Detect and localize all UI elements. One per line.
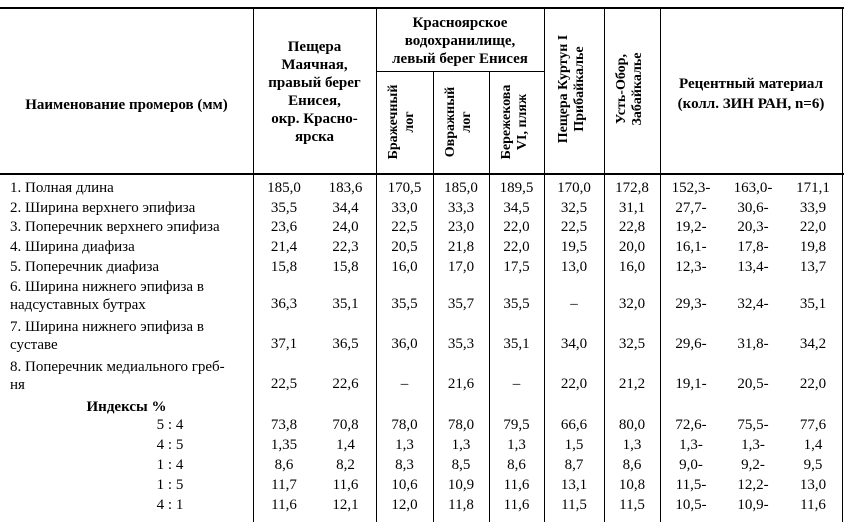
table-cell: 9,5	[803, 457, 823, 473]
table-cell: 12,0	[391, 497, 418, 513]
table-cell: 66,6	[560, 417, 588, 433]
header-mayachnaya: Пещера Маячная, правый берег Енисея, окр. Красно- ярска	[268, 39, 361, 145]
table-cell: 13,4-	[737, 259, 769, 275]
table-cell: 170,5	[387, 180, 422, 196]
row-label: ня	[10, 377, 25, 393]
table-cell: 20,3-	[737, 219, 769, 235]
table-cell: 36,3	[270, 296, 298, 312]
header-ust-obor: Усть-Обор, Забайкалье	[614, 52, 645, 126]
table-cell: 19,1-	[675, 376, 707, 392]
table-cell: 22,5	[560, 219, 588, 235]
table-cell: 32,4-	[737, 296, 769, 312]
table-cell: 183,6	[328, 180, 363, 196]
table-cell: 34,4	[332, 200, 359, 216]
col-rule-8	[842, 7, 843, 522]
table-cell: 10,8	[618, 477, 646, 493]
table-cell: 13,1	[560, 477, 588, 493]
table-cell: 170,0	[557, 180, 591, 196]
table-cell: –	[400, 376, 409, 392]
table-cell: 75,5-	[737, 417, 769, 433]
header-kurtun: Пещера Куртун I Прибайкалье	[556, 34, 587, 144]
header-ovrazhny: Овражный лог	[443, 86, 474, 158]
table-cell: 10,5-	[675, 497, 707, 513]
table-cell: 32,5	[618, 336, 646, 352]
index-label: 4 : 1	[156, 497, 184, 513]
table-cell: 1,3-	[679, 437, 703, 453]
table-cell: 32,0	[618, 296, 646, 312]
index-label: 1 : 5	[156, 477, 184, 493]
table-cell: 19,5	[560, 239, 588, 255]
table-cell: 11,6	[503, 497, 530, 513]
table-cell: 31,1	[618, 200, 646, 216]
table-cell: 22,0	[799, 376, 827, 392]
row-label: 3. Поперечник верхнего эпифиза	[10, 219, 220, 235]
table-cell: 17,5	[503, 259, 530, 275]
table-cell: 13,7	[799, 259, 827, 275]
index-label: 4 : 5	[156, 437, 184, 453]
header-name-col: Наименование промеров (мм)	[25, 97, 228, 113]
table-cell: 1,4	[803, 437, 823, 453]
table-cell: 152,3-	[671, 180, 711, 196]
table-cell: 21,2	[618, 376, 646, 392]
row-label: надсуставных бутрах	[10, 297, 146, 313]
table-cell: 11,6	[332, 477, 359, 493]
table-cell: 185,0	[267, 180, 301, 196]
table-cell: 34,2	[799, 336, 827, 352]
table-cell: 8,6	[507, 457, 526, 473]
table-cell: 35,1	[503, 336, 530, 352]
table-cell: 11,6	[271, 497, 297, 513]
table-cell: 35,1	[332, 296, 359, 312]
table-cell: 1,3	[395, 437, 414, 453]
row-label: 8. Поперечник медиального греб-	[10, 359, 225, 375]
table-cell: 8,7	[564, 457, 584, 473]
table-cell: 29,6-	[675, 336, 707, 352]
table-cell: 1,3	[451, 437, 471, 453]
table-cell: 16,1-	[675, 239, 707, 255]
table-cell: 30,6-	[737, 200, 769, 216]
table-cell: 22,0	[503, 239, 530, 255]
row-label: суставе	[10, 337, 58, 353]
index-label: 5 : 4	[156, 417, 184, 433]
table-cell: 36,0	[391, 336, 418, 352]
table-cell: 10,9	[447, 477, 475, 493]
indices-title: Индексы %	[86, 399, 167, 415]
table-cell: 11,5	[561, 497, 587, 513]
table-cell: 73,8	[270, 417, 298, 433]
table-cell: 9,0-	[679, 457, 703, 473]
table-cell: 22,8	[618, 219, 646, 235]
krasnoyarsk-subheader-rule	[376, 71, 544, 72]
table-cell: 22,5	[391, 219, 418, 235]
row-label: 4. Ширина диафиза	[10, 239, 135, 255]
table-cell: 36,5	[332, 336, 359, 352]
header-berezhekova: Бережекова VI, пляж	[499, 84, 530, 160]
table-cell: 23,6	[270, 219, 298, 235]
table-cell: 22,0	[503, 219, 530, 235]
header-recent: Рецентный материал (колл. ЗИН РАН, n=6)	[677, 76, 825, 112]
table-cell: 31,8-	[737, 336, 769, 352]
table-cell: 37,1	[270, 336, 298, 352]
table-cell: 70,8	[332, 417, 359, 433]
header-krasnoyarsk: Красноярское водохранилище, левый берег Енисея	[392, 15, 528, 67]
table-cell: 1,3	[507, 437, 526, 453]
table-cell: 10,9-	[737, 497, 769, 513]
table-cell: 8,6	[274, 457, 294, 473]
table-cell: 1,5	[564, 437, 584, 453]
table-cell: 1,35	[270, 437, 298, 453]
table-cell: 20,0	[618, 239, 646, 255]
table-cell: 11,5	[619, 497, 645, 513]
table-cell: 22,0	[799, 219, 827, 235]
table-cell: 19,2-	[675, 219, 707, 235]
table-cell: 8,2	[336, 457, 355, 473]
table-cell: 20,5	[391, 239, 418, 255]
table-cell: 35,1	[799, 296, 827, 312]
row-label: 5. Поперечник диафиза	[10, 259, 160, 275]
table-cell: 33,0	[391, 200, 418, 216]
table-cell: 185,0	[444, 180, 478, 196]
table-cell: 10,6	[391, 477, 418, 493]
table-cell: 13,0	[799, 477, 827, 493]
table-cell: 16,0	[391, 259, 418, 275]
table-cell: 78,0	[391, 417, 418, 433]
table-cell: 32,5	[560, 200, 588, 216]
table-cell: 8,5	[451, 457, 471, 473]
index-label: 1 : 4	[156, 457, 184, 473]
table-cell: 8,6	[622, 457, 642, 473]
table-cell: 79,5	[503, 417, 530, 433]
table-cell: 35,5	[503, 296, 530, 312]
table-cell: 11,6	[800, 497, 826, 513]
table-cell: 172,8	[615, 180, 649, 196]
table-cell: 22,5	[270, 376, 298, 392]
table-cell: 29,3-	[675, 296, 707, 312]
table-cell: 27,7-	[675, 200, 707, 216]
row-label: 7. Ширина нижнего эпифиза в	[10, 319, 204, 335]
table-cell: 13,0	[560, 259, 588, 275]
table-cell: 23,0	[447, 219, 475, 235]
header-bottom-rule	[0, 173, 844, 175]
table-cell: 1,4	[336, 437, 355, 453]
table-cell: 22,6	[332, 376, 359, 392]
table-cell: 16,0	[618, 259, 646, 275]
table-cell: 11,8	[448, 497, 474, 513]
table-cell: 15,8	[332, 259, 359, 275]
table-cell: 189,5	[499, 180, 534, 196]
table-cell: 80,0	[618, 417, 646, 433]
table-cell: 72,6-	[675, 417, 707, 433]
table-cell: 11,5-	[675, 477, 707, 493]
table-cell: 11,7	[271, 477, 297, 493]
table-cell: 11,6	[503, 477, 530, 493]
table-cell: 19,8	[799, 239, 827, 255]
table-cell: 35,3	[447, 336, 475, 352]
table-cell: 12,3-	[675, 259, 707, 275]
table-cell: –	[512, 376, 521, 392]
table-cell: 35,5	[391, 296, 418, 312]
row-label: 1. Полная длина	[10, 180, 114, 196]
table-cell: 17,8-	[737, 239, 769, 255]
table-cell: 12,1	[332, 497, 359, 513]
table-cell: 21,8	[447, 239, 475, 255]
table-cell: 15,8	[270, 259, 298, 275]
row-label: 6. Ширина нижнего эпифиза в	[10, 279, 204, 295]
table-cell: 35,5	[270, 200, 298, 216]
table-cell: 33,3	[447, 200, 475, 216]
table-cell: 8,3	[395, 457, 414, 473]
table-cell: 33,9	[799, 200, 827, 216]
table-cell: 20,5-	[737, 376, 769, 392]
table-cell: 77,6	[799, 417, 827, 433]
table-cell: 163,0-	[733, 180, 773, 196]
table-cell: 78,0	[447, 417, 475, 433]
table-cell: –	[570, 296, 578, 312]
table-cell: 34,0	[560, 336, 588, 352]
header-brazhechny: Бражечный лог	[386, 84, 417, 160]
table-cell: 12,2-	[737, 477, 769, 493]
table-cell: 1,3	[622, 437, 642, 453]
row-label: 2. Ширина верхнего эпифиза	[10, 200, 196, 216]
table-cell: 35,7	[447, 296, 475, 312]
table-cell: 171,1	[796, 180, 830, 196]
table-top-rule	[0, 7, 844, 9]
table-cell: 1,3-	[741, 437, 765, 453]
table-cell: 21,6	[447, 376, 475, 392]
table-cell: 22,0	[560, 376, 588, 392]
table-cell: 9,2-	[741, 457, 765, 473]
table-cell: 17,0	[447, 259, 475, 275]
table-cell: 22,3	[332, 239, 359, 255]
table-cell: 34,5	[503, 200, 530, 216]
table-cell: 21,4	[270, 239, 298, 255]
table-cell: 24,0	[332, 219, 359, 235]
